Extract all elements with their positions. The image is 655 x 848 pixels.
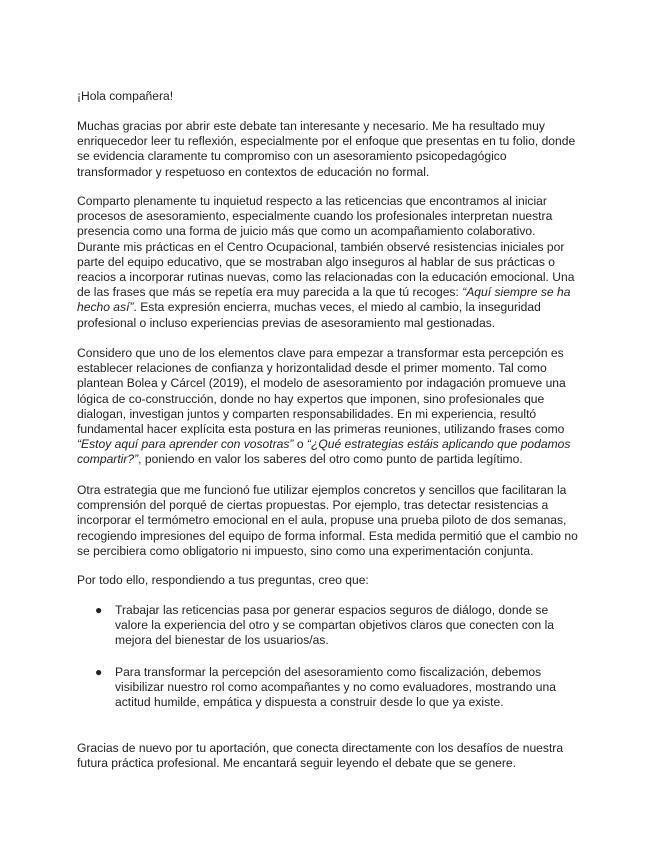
paragraph-reticencias-text-a: Comparto plenamente tu inquietud respecto a las reticencias que encontramos al iniciar procesos de asesoramiento, especialmente cuando los profesionales interpretan nuestra presencia como una forma de juicio más que como un acompañamiento colaborativo. Durante mis prácticas en el Centro Ocupacional, también observé resistencias iniciales por parte del equipo educativo, que se mostraban algo inseguros al hablar de sus prácticas o reacios a incorporar rutinas nuevas, como las relacionadas con la educación emocional. Una de las frases que más se repetía era muy parecida a la que tú recoges: (77, 194, 575, 300)
paragraph-confianza-connector: o (293, 437, 307, 452)
paragraph-respuesta-intro: Por todo ello, respondiendo a tus preguntas, creo que: (77, 573, 369, 587)
paragraph-confianza-text-a: Considero que uno de los elementos clave para empezar a transformar esta percepción es establecer relaciones de confianza y horizontalidad desde el primer momento. Tal como plantean Bolea y Cárcel (2019), el modelo de asesoramiento por indagación promueve una lógica de co-construcción, donde no hay expertos que imponen, sino profesionales que dialogan, investigan juntos y comparten responsabilidades. En mi experiencia, resultó fundamental hacer explícita esta postura en las primeras reuniones, utilizando frases como (77, 346, 566, 437)
paragraph-thanks: Muchas gracias por abrir este debate tan interesante y necesario. Me ha resultado muy enriquecedor leer tu reflexión, especialmente por el enfoque que presentas en tu folio, donde se evidencia claramente tu compromiso con un asesoramiento psicopedagógico transformador y respetuoso en contextos de educación no formal. (77, 119, 576, 179)
paragraph-closing: Gracias de nuevo por tu aportación, que conecta directamente con los desafíos de nuestra futura práctica profesional. Me encantará seguir leyendo el debate que se genere. (77, 741, 564, 771)
paragraph-confianza-text-b: , poniendo en valor los saberes del otro como punto de partida legítimo. (138, 452, 523, 467)
quote-aprender: “Estoy aquí para aprender con vosotras” (77, 437, 294, 452)
bullet-text-1: Trabajar las reticencias pasa por generar espacios seguros de diálogo, donde se valore la experiencia del otro y se compartan objetivos claros que conecten con la mejora del bienestar de los usuarios/as. (115, 603, 554, 648)
bullet-dot: ● (95, 665, 103, 679)
paragraph-confianza (77, 346, 579, 468)
paragraph-estrategia: Otra estrategia que me funcionó fue utilizar ejemplos concretos y sencillos que facilitaran la comprensión del porqué de ciertas propuestas. Por ejemplo, tras detectar resistencias a incorporar el termómetro emocional en el aula, propuse una prueba piloto de dos semanas, recogiendo impresiones del equipo de forma informal. Esta medida permitió que el cambio no se percibiera como obligatorio ni impuesto, sino como una experimentación conjunta. (77, 483, 578, 558)
bullet-dot: ● (95, 603, 103, 617)
quote-estrategias: “¿Qué estrategias estáis aplicando que podamos compartir?” (77, 437, 571, 467)
paragraph-reticencias-text-b: . Esta expresión encierra, muchas veces, el miedo al cambio, la inseguridad profesional o incluso experiencias previas de asesoramiento mal gestionadas. (77, 300, 541, 330)
greeting: ¡Hola compañera! (77, 89, 174, 103)
quote-aqui-siempre: “Aquí siempre se ha hecho así” (77, 285, 571, 315)
paragraph-reticencias (77, 194, 579, 331)
bullet-text-2: Para transformar la percepción del asesoramiento como fiscalización, debemos visibilizar nuestro rol como acompañantes y no como evaluadores, mostrando una actitud humilde, empática y dispuesta a construir desde lo que ya existe. (115, 665, 556, 710)
